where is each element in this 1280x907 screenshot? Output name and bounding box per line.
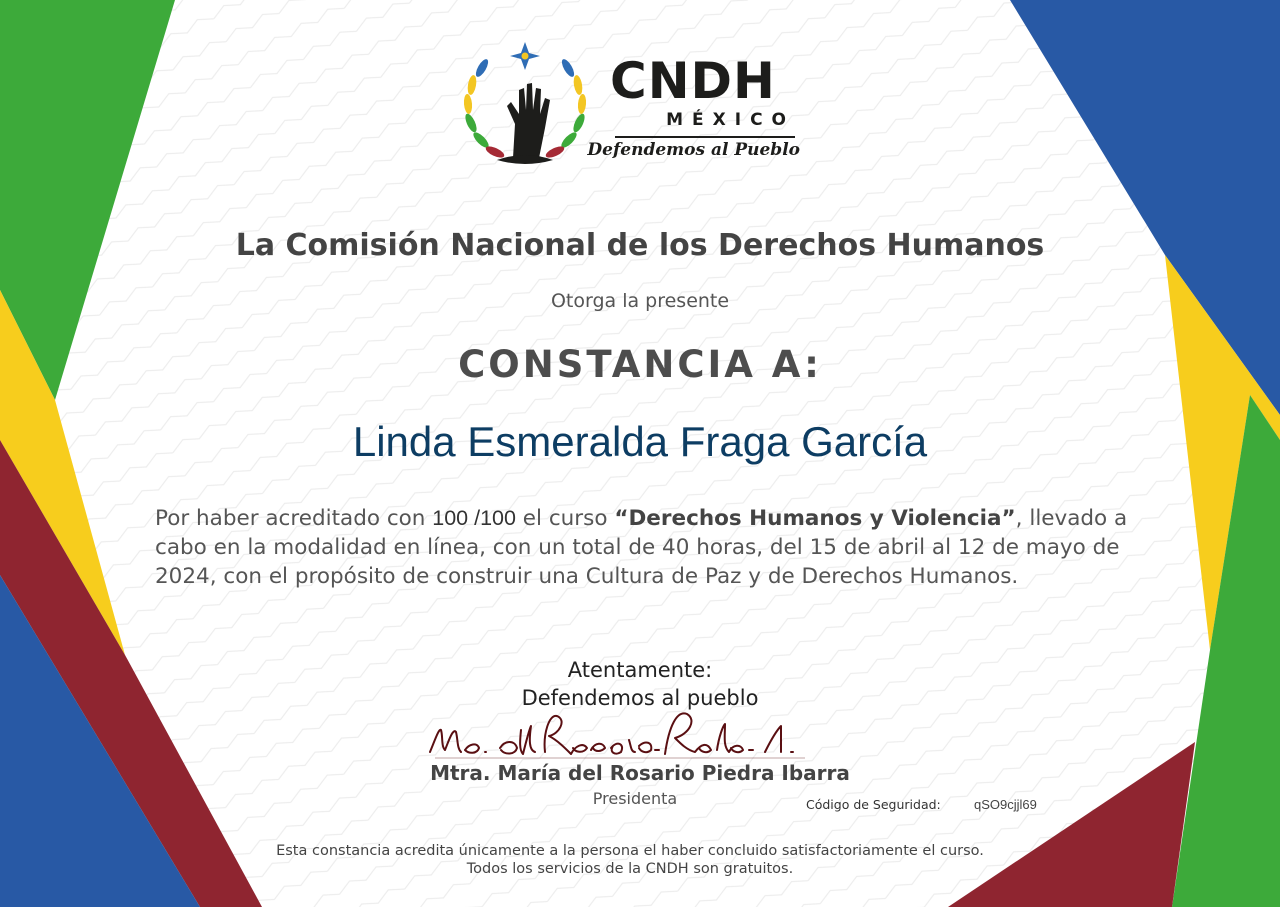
handwritten-signature [425, 700, 855, 770]
certificate-body [155, 504, 1165, 591]
organization-title: La Comisión Nacional de los Derechos Humanos [235, 228, 1045, 263]
signer-name: Mtra. María del Rosario Piedra Ibarra [430, 761, 850, 785]
signer-role: Presidenta [592, 789, 678, 808]
closing-line-2: Defendemos al pueblo [521, 686, 759, 710]
body-rest: , llevado a cabo en la modalidad en línea, con un total de 40 horas, del 15 de abril al 12 de mayo de 2024, con el propósito de construir una Cultura de Paz y de Derechos Humanos. [155, 506, 1128, 589]
certificate-heading: CONSTANCIA A: [458, 343, 822, 386]
security-code-label: Código de Seguridad: [806, 797, 941, 812]
closing-line-1: Atentamente: [567, 658, 713, 682]
grant-text: Otorga la presente [550, 290, 730, 312]
footer-line-2: Todos los servicios de la CNDH son gratuitos. [466, 861, 794, 877]
course-title: “Derechos Humanos y Violencia” [614, 506, 1016, 531]
score: 100 /100 [432, 506, 516, 530]
body-intro: Por haber acreditado con [155, 506, 433, 531]
logo-divider [615, 136, 795, 138]
recipient-name: Linda Esmeralda Fraga García [352, 418, 928, 465]
cndh-logo [455, 40, 805, 170]
logo-motto: Defendemos al Pueblo [587, 140, 800, 160]
security-code-value: qSO9cjjl69 [974, 797, 1037, 812]
body-course-word: el curso [515, 506, 615, 531]
laurel-emblem-icon [455, 40, 605, 170]
footer-line-1: Esta constancia acredita únicamente a la persona el haber concluido satisfactoriamente el curso. [276, 843, 984, 859]
logo-acronym: CNDH [610, 52, 776, 110]
logo-country: MÉXICO [666, 110, 795, 130]
footer-note [200, 842, 1060, 878]
